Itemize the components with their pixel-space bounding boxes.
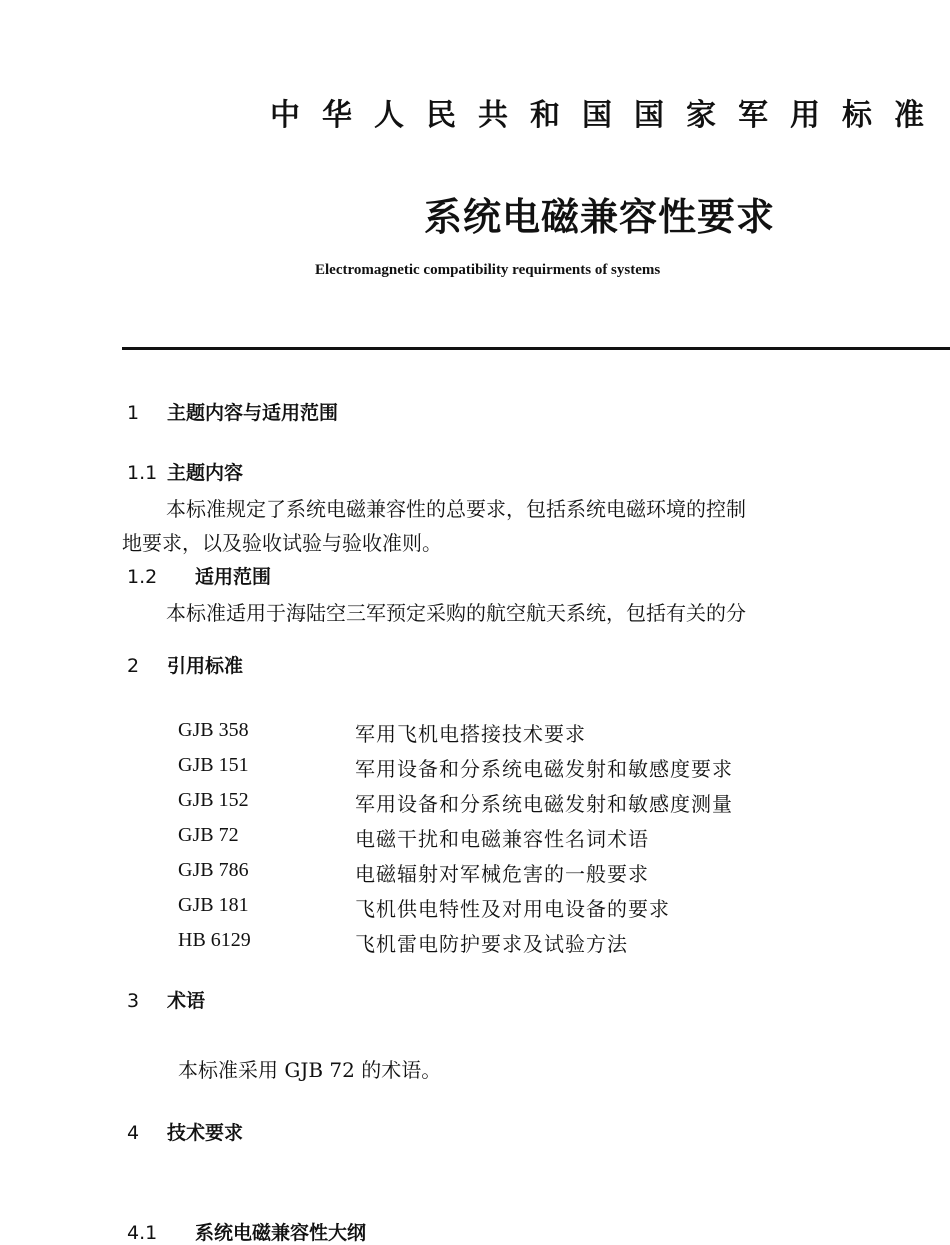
section-title: 适用范围	[195, 566, 272, 588]
reference-title: 电磁干扰和电磁兼容性名词术语	[355, 827, 649, 851]
section-1-heading	[127, 398, 338, 425]
reference-title: 电磁辐射对军械危害的一般要求	[355, 862, 649, 886]
section-4-1-heading	[127, 1218, 366, 1245]
section-1-1-text-line-2: 地要求，以及验收试验与验收准则。	[122, 531, 442, 555]
section-title: 技术要求	[167, 1122, 244, 1144]
section-1-2-heading	[127, 562, 271, 589]
section-title: 引用标准	[167, 655, 244, 677]
reference-title: 飞机供电特性及对用电设备的要求	[355, 897, 670, 921]
section-number: 1.2	[127, 566, 158, 588]
reference-title: 飞机雷电防护要求及试验方法	[355, 932, 628, 956]
document-title: 系统电磁兼容性要求	[424, 195, 776, 239]
reference-title: 军用飞机电搭接技术要求	[355, 722, 586, 746]
reference-code: GJB 152	[178, 789, 249, 811]
section-1-1-text-line-1: 本标准规定了系统电磁兼容性的总要求，包括系统电磁环境的控制	[166, 497, 746, 521]
section-number: 3	[127, 990, 140, 1012]
reference-code: HB 6129	[178, 929, 251, 951]
reference-title: 军用设备和分系统电磁发射和敏感度要求	[355, 757, 733, 781]
reference-code: GJB 786	[178, 859, 249, 881]
section-title: 主题内容	[167, 462, 244, 484]
reference-code: GJB 358	[178, 719, 249, 741]
standard-org-title: 中华人民共和国国家军用标准	[270, 98, 946, 133]
document-title-english: Electromagnetic compatibility requirments of systems	[315, 262, 661, 278]
reference-title: 军用设备和分系统电磁发射和敏感度测量	[355, 792, 733, 816]
section-number: 1	[127, 402, 140, 424]
section-title: 系统电磁兼容性大纲	[195, 1222, 367, 1244]
reference-code: GJB 72	[178, 824, 239, 846]
section-number: 4.1	[127, 1222, 158, 1244]
section-4-heading	[127, 1118, 243, 1145]
section-title: 术语	[167, 990, 206, 1012]
section-title: 主题内容与适用范围	[167, 402, 339, 424]
header-divider	[122, 347, 950, 350]
section-number: 1.1	[127, 462, 158, 484]
section-number: 4	[127, 1122, 140, 1144]
section-3-text: 本标准采用 GJB 72 的术语。	[178, 1058, 442, 1082]
section-1-2-text-line-1: 本标准适用于海陆空三军预定采购的航空航天系统，包括有关的分	[166, 601, 746, 625]
section-number: 2	[127, 655, 140, 677]
section-3-heading	[127, 986, 205, 1013]
section-1-1-heading	[127, 458, 243, 485]
reference-code: GJB 151	[178, 754, 249, 776]
reference-code: GJB 181	[178, 894, 249, 916]
section-2-heading	[127, 651, 243, 678]
